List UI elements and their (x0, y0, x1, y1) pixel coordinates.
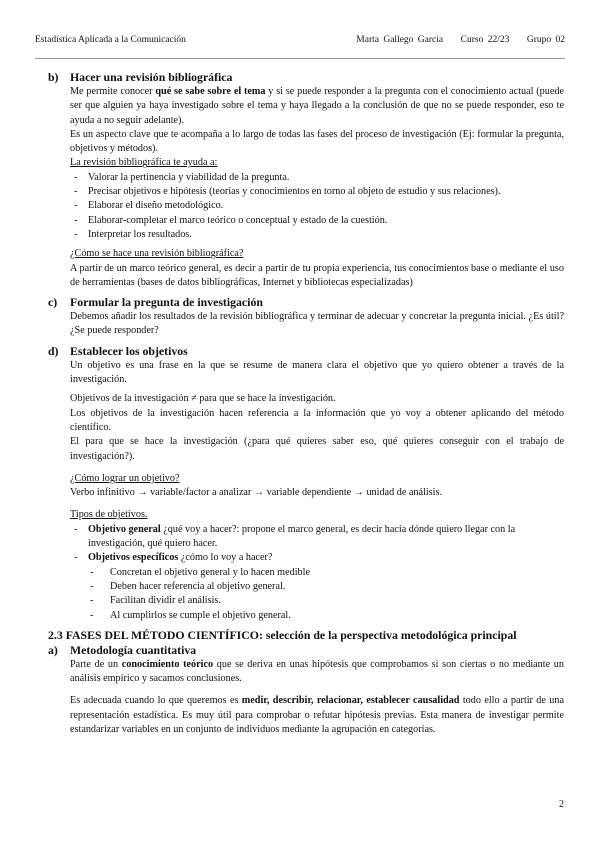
subheading: Tipos de objetivos. (70, 509, 148, 521)
list-item: - Objetivos específicos ¿cómo lo voy a hacer? (70, 551, 564, 565)
specific-objectives-list (70, 566, 564, 623)
course-year: Curso 22/23 (460, 35, 510, 45)
paragraph: Los objetivos de la investigación hacen referencia a la información que yo voy a obtener aplicando del método científico. (70, 407, 564, 433)
list-item: - Valorar la pertinencia y viabilidad de la pregunta. (70, 171, 564, 185)
objective-types-list (70, 523, 564, 566)
paragraph: El para que se hace la investigación (¿para qué quieres saber eso, qué quieres conseguir con el trabajo de investigación?). (70, 436, 564, 462)
list-item: - Elaborar el diseño metodológico. (70, 199, 564, 213)
section-label: c) (48, 295, 58, 310)
subheading: ¿Cómo se hace una revisión bibliográfica? (70, 248, 244, 260)
paragraph: Me permite conocer qué se sabe sobre el tema y si se puede responder a la pregunta con el conocimiento actual (puede ser que alguien ya haya investigado sobre el tema y haya llegado a la conclusión de que no se puede responder, eso te ayuda a no seguir adelante). (70, 86, 565, 126)
chapter-heading: 2.3 FASES DEL MÉTODO CIENTÍFICO: selección de la perspectiva metodológica principal (48, 627, 517, 642)
paragraph: Debemos añadir los resultados de la revisión bibliográfica y terminar de adecuar y concretar la pregunta inicial. ¿Es útil? ¿Se puede responder? (70, 311, 564, 337)
section-label: b) (48, 70, 59, 84)
subheading: ¿Cómo lograr un objetivo? (70, 472, 180, 484)
list-item: - Interpretar los resultados. (70, 228, 564, 242)
subheading: La revisión bibliográfica te ayuda a: (70, 157, 218, 169)
paragraph: Parte de un conocimiento teórico que se deriva en unas hipótesis que comprobamos si son ciertas o no mediante un análisis empírico y sacamos conclusiones. (70, 658, 564, 685)
section-title: Establecer los objetivos (70, 343, 188, 358)
paragraph: Un objetivo es una frase en la que se resume de manera clara el objetivo que yo quiero obtener a través de la investigación. (70, 359, 564, 386)
section-label: a) (48, 642, 58, 657)
list-item: - Objetivo general ¿qué voy a hacer?: propone el marco general, es decir hacia dónde quiero llegar con la investigación, qué quiero hacer. (70, 523, 564, 552)
list-item: - Elaborar-completar el marco teórico o conceptual y estado de la cuestión. (70, 214, 564, 228)
section-title: Hacer una revisión bibliográfica (70, 70, 233, 84)
section-heading-a (48, 643, 564, 658)
section-label: d) (48, 343, 59, 358)
section-heading-d (48, 344, 564, 359)
helps-list (70, 171, 564, 242)
header-divider (35, 58, 565, 59)
page-body (48, 70, 564, 737)
list-item: - Concretan el objetivo general y lo hacen medible (70, 566, 564, 580)
paragraph: Es un aspecto clave que te acompaña a lo largo de todas las fases del proceso de investigación (Ej: formular la pregunta, objetivos y métodos). (70, 128, 564, 155)
page-header (35, 35, 565, 51)
section-title: Formular la pregunta de investigación (70, 295, 263, 310)
course-title: Estadística Aplicada a la Comunicación (35, 35, 186, 45)
list-item: - Deben hacer referencia al objetivo general. (70, 580, 564, 594)
section-title: Metodología cuantitativa (70, 642, 197, 657)
list-item: - Al cumplirlos se cumple el objetivo general. (70, 609, 564, 623)
group: Grupo 02 (526, 35, 565, 45)
page-number: 2 (559, 799, 564, 810)
author-name: Marta Gallego García (356, 35, 444, 45)
section-heading-c (48, 295, 564, 310)
list-item: - Facilitan dividir el análisis. (70, 594, 564, 608)
paragraph: Verbo infinitivo → variable/factor a analizar → variable dependiente → unidad de análisis. (70, 487, 442, 499)
paragraph: Es adecuada cuando lo que queremos es medir, describir, relacionar, establecer causalidad todo ello a partir de una representación estadística. Es muy útil para comprobar o refutar hipótesis previas. Esta manera de investigar permite estandarizar variables en un conjunto de individuos mediante la agrupación en categorías. (70, 695, 564, 735)
paragraph: Objetivos de la investigación ≠ para que se hace la investigación. (70, 393, 336, 405)
list-item: - Precisar objetivos e hipótesis (teorías y conocimientos en torno al objeto de estudio y sus relaciones). (70, 185, 564, 199)
header-info (356, 35, 565, 45)
section-heading-b (48, 70, 564, 85)
paragraph: A partir de un marco teórico general, es decir a partir de tu propia experiencia, tus conocimientos base o mediante el uso de herramientas (bases de datos bibliográficas, Internet y bibliotecas especializadas) (70, 262, 564, 288)
